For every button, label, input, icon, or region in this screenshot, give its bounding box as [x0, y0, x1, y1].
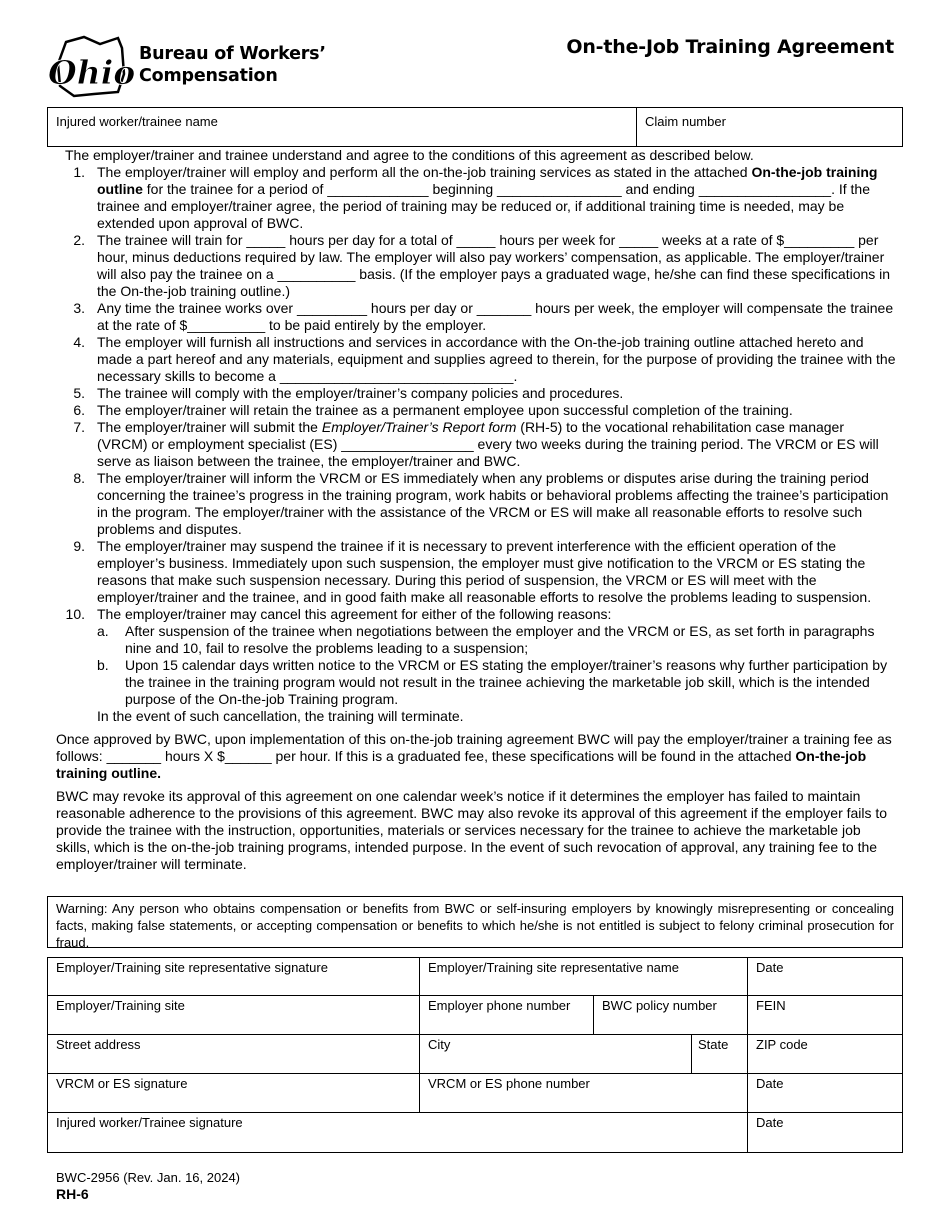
city-field[interactable]: City	[419, 1034, 692, 1074]
form-number: BWC-2956 (Rev. Jan. 16, 2024)	[56, 1170, 241, 1185]
svg-text:Ohio: Ohio	[48, 53, 136, 92]
intro-text: The employer/trainer and trainee understand and agree to the conditions of this agreement as described below.	[65, 147, 754, 163]
trainee-name-field[interactable]	[47, 107, 637, 147]
fraud-warning: Warning: Any person who obtains compensation or benefits from BWC or self-insuring employers by knowingly misrepresenting or concealing facts, making false statements, or accepting compensation or benefits to which he/she is not entitled is subject to felony criminal prosecution for fraud.	[47, 896, 903, 948]
training-site-field[interactable]: Employer/Training site	[47, 995, 420, 1035]
bwc-policy-field[interactable]: BWC policy number	[593, 995, 748, 1035]
condition-4: 4. The employer will furnish all instructions and services in accordance with the On-the-job training outline attached hereto and made a part hereof and any materials, equipment and supplies agreed to therein, for the purpose of providing the trainee with the necessary skills to become a ______________________________.	[73, 334, 896, 384]
date-field-3[interactable]: Date	[747, 1112, 903, 1153]
fein-field[interactable]: FEIN	[747, 995, 903, 1035]
vrcm-signature-field[interactable]: VRCM or ES signature	[47, 1073, 420, 1113]
employer-rep-name-field[interactable]: Employer/Training site representative name	[419, 957, 748, 996]
condition-2: 2. The trainee will train for _____ hours per day for a total of _____ hours per week for _____ weeks at a rate of $_________ per hour, minus deductions required by law. The employer will also pay workers’ compensation, as applicable. The employer/trainer will also pay the trainee on a __________ basis. (If the employer pays a graduated wage, he/she can find these specifications in the On-the-job training outline.)	[73, 232, 891, 299]
signature-table	[47, 957, 903, 1153]
zip-code-field[interactable]: ZIP code	[747, 1034, 903, 1074]
state-field[interactable]: State	[691, 1034, 748, 1074]
form-code: RH-6	[56, 1186, 89, 1202]
form-header	[0, 0, 950, 100]
cancellation-reasons	[97, 623, 896, 708]
reason-a: a. After suspension of the trainee when negotiations between the employer and the VRCM or ES, as set forth in paragraphs nine and 10, fail to resolve the problems leading to a suspension;	[97, 623, 875, 656]
condition-9: 9. The employer/trainer may suspend the trainee if it is necessary to prevent interference with the efficient operation of the employer’s business. Immediately upon such suspension, the employer must give notification to the VRCM or ES stating the reasons that make such suspension necessary. During this period of suspension, the VRCM or ES will meet with the employer/trainer and the trainee, and in good faith make all reasonable efforts to resolve the problems leading to suspension.	[73, 538, 872, 605]
trainee-name-label: Injured worker/trainee name	[56, 114, 218, 129]
date-field-2[interactable]: Date	[747, 1073, 903, 1113]
agreement-body	[56, 147, 896, 873]
claim-number-label: Claim number	[645, 114, 726, 129]
conditions-list	[56, 164, 896, 725]
employer-rep-signature-field[interactable]: Employer/Training site representative signature	[47, 957, 420, 996]
agency-name: Bureau of Workers’ Compensation	[139, 44, 326, 86]
condition-3: 3. Any time the trainee works over _________ hours per day or _______ hours per week, the employer will compensate the trainee at the rate of $__________ to be paid entirely by the employer.	[73, 300, 894, 333]
trainee-signature-field[interactable]: Injured worker/Trainee signature	[47, 1112, 748, 1153]
reason-b: b. Upon 15 calendar days written notice to the VRCM or ES stating the employer/trainer’s reasons why further participation by the trainee in the training program would not result in the trainee achieving the marketable job skill, which is the intended purpose of the On-the-job Training program.	[97, 657, 888, 707]
condition-7: 7. The employer/trainer will submit the Employer/Trainer’s Report form (RH-5) to the vocational rehabilitation case manager (VRCM) or employment specialist (ES) _________________ every two weeks during the training period. The VRCM or ES will serve as liaison between the trainee, the employer/trainer and BWC.	[73, 419, 879, 469]
form-title: On-the-Job Training Agreement	[566, 36, 894, 58]
street-address-field[interactable]: Street address	[47, 1034, 420, 1074]
condition-10: 10. The employer/trainer may cancel this agreement for either of the following reasons: a. After suspension of the trainee when negotiations between the employer and the VRCM or ES, as set forth in paragraphs nine and 10, fail to resolve the problems leading to a suspension; b. Upon 15 calendar days written notice to the VRCM or ES stating the employer/trainer’s reasons why further participation by the trainee in the training program would not result in the trainee achieving the marketable job skill, which is the intended purpose of the On-the-job Training program. In the event of such cancellation, the training will terminate.	[56, 606, 896, 725]
vrcm-phone-field[interactable]: VRCM or ES phone number	[419, 1073, 748, 1113]
condition-6: 6. The employer/trainer will retain the trainee as a permanent employee upon successful completion of the training.	[73, 402, 793, 418]
cancellation-note: In the event of such cancellation, the training will terminate.	[97, 708, 464, 724]
employer-phone-field[interactable]: Employer phone number	[419, 995, 594, 1035]
ohio-logo	[44, 34, 136, 100]
condition-1: 1. The employer/trainer will employ and perform all the on-the-job training services as stated in the attached On-the-job training outline for the trainee for a period of _____________ beginning ________________ and ending _________________. If the trainee and employer/trainer agree, the period of training may be reduced or, if additional training time is needed, may be extended upon approval of BWC.	[73, 164, 878, 231]
condition-5: 5. The trainee will comply with the employer/trainer’s company policies and procedures.	[73, 385, 624, 401]
claim-number-field[interactable]	[636, 107, 903, 147]
date-field-1[interactable]: Date	[747, 957, 903, 996]
revocation-paragraph: BWC may revoke its approval of this agreement on one calendar week’s notice if it determines the employer has failed to maintain reasonable adherence to the provisions of this agreement. BWC may also revoke its approval of this agreement if the employer fails to provide the trainee with the instruction, opportunities, materials or services necessary for the trainee to achieve the marketable job skills, which is the on-the-job training programs, intended purpose. In the event of such revocation of approval, any training fee to the employer/trainer will terminate.	[56, 788, 888, 872]
condition-8: 8. The employer/trainer will inform the VRCM or ES immediately when any problems or disputes arise during the training period concerning the trainee’s progress in the training program, work habits or behavioral problems affecting the trainee’s participation in the program. The employer/trainer with the assistance of the VRCM or ES will make all reasonable efforts to resolve such problems and disputes.	[73, 470, 889, 537]
training-fee-paragraph: Once approved by BWC, upon implementation of this on-the-job training agreement BWC will pay the employer/trainer a training fee as follows: _______ hours X $______ per hour. If this is a graduated fee, these specifications will be found in the attached On-the-job training outline.	[56, 731, 892, 781]
